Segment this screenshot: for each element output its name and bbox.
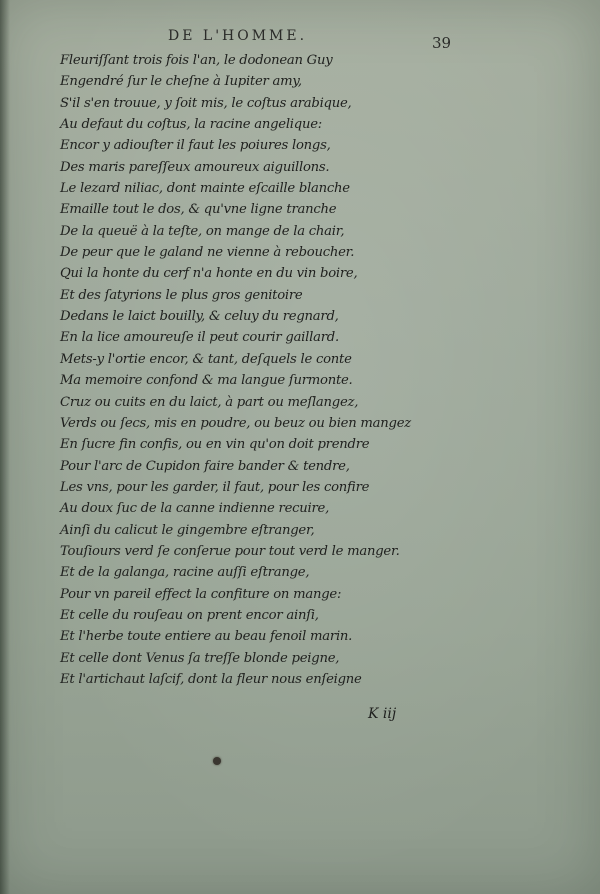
verse-line: En la lice amoureuſe il peut courir gaillard. xyxy=(60,330,339,346)
verse-line: Au defaut du coſtus, la racine angelique: xyxy=(60,117,322,133)
verse-line: Engendré ſur le cheſne à Iupiter amy, xyxy=(60,74,302,90)
verse-line: Et celle dont Venus ſa treſſe blonde peigne, xyxy=(60,650,340,666)
verse-line: Au doux ſuc de la canne indienne recuire, xyxy=(60,501,330,517)
verse-line: Des maris pareſſeux amoureux aiguillons. xyxy=(60,159,330,175)
verse-line: Et des ſatyrions le plus gros genitoire xyxy=(60,287,303,303)
verse-line: Et de la galanga, racine auſſi eſtrange, xyxy=(60,565,310,581)
verse-line: Et l'herbe toute entiere au beau fenoil marin. xyxy=(60,629,353,645)
verse-line: Pour l'arc de Cupidon faire bander & tendre, xyxy=(60,458,350,474)
verse-line: Verds ou ſecs, mis en poudre, ou beuz ou bien mangez xyxy=(60,415,411,431)
verse-line: Fleuriſſant trois fois l'an, le dodonean Guy xyxy=(60,53,333,68)
verse-line: S'il s'en trouue, y ſoit mis, le coſtus arabique, xyxy=(60,95,352,111)
verse-line: Dedans le laict bouilly, & celuy du regnard, xyxy=(60,309,339,325)
verse-line: Cruz ou cuits en du laict, à part ou meſlangez, xyxy=(60,394,359,410)
verse-line: Ainſi du calicut le gingembre eſtranger, xyxy=(60,522,315,538)
verse-line: De peur que le galand ne vienne à reboucher. xyxy=(60,245,355,261)
verse-line: Emaille tout le dos, & qu'vne ligne tranche xyxy=(60,202,337,218)
verse-line: De la queuë à la teſte, on mange de la chair, xyxy=(60,223,345,239)
verse-line: Pour vn pareil effect la confiture on mange: xyxy=(60,586,342,602)
ink-blot xyxy=(213,757,221,765)
verse-line: Le lezard niliac, dont mainte eſcaille blanche xyxy=(60,181,350,197)
verse-line: Les vns, pour les garder, il faut, pour les confire xyxy=(60,479,370,495)
verse-line: Qui la honte du cerf n'a honte en du vin boire, xyxy=(60,266,358,282)
verse-line: Et l'artichaut laſcif, dont la fleur nous enſeigne xyxy=(60,671,362,687)
verse-line: Et celle du rouſeau on prent encor ainſi, xyxy=(60,607,319,623)
running-head: DE L'HOMME. xyxy=(168,28,308,44)
page-number: 39 xyxy=(432,34,452,52)
verse-line: Encor y adiouſter il faut les poiures longs, xyxy=(60,138,331,154)
verse-line: Touſiours verd ſe conſerue pour tout verd le manger. xyxy=(60,543,400,559)
verse-block xyxy=(60,50,411,690)
page-gutter-shadow xyxy=(0,0,10,894)
verse-line: En ſucre fin confis, ou en vin qu'on doit prendre xyxy=(60,437,370,453)
verse-line: Mets-y l'ortie encor, & tant, deſquels le conte xyxy=(60,351,352,367)
signature-mark: K iij xyxy=(368,706,397,722)
verse-line: Ma memoire confond & ma langue ſurmonte. xyxy=(60,373,353,389)
